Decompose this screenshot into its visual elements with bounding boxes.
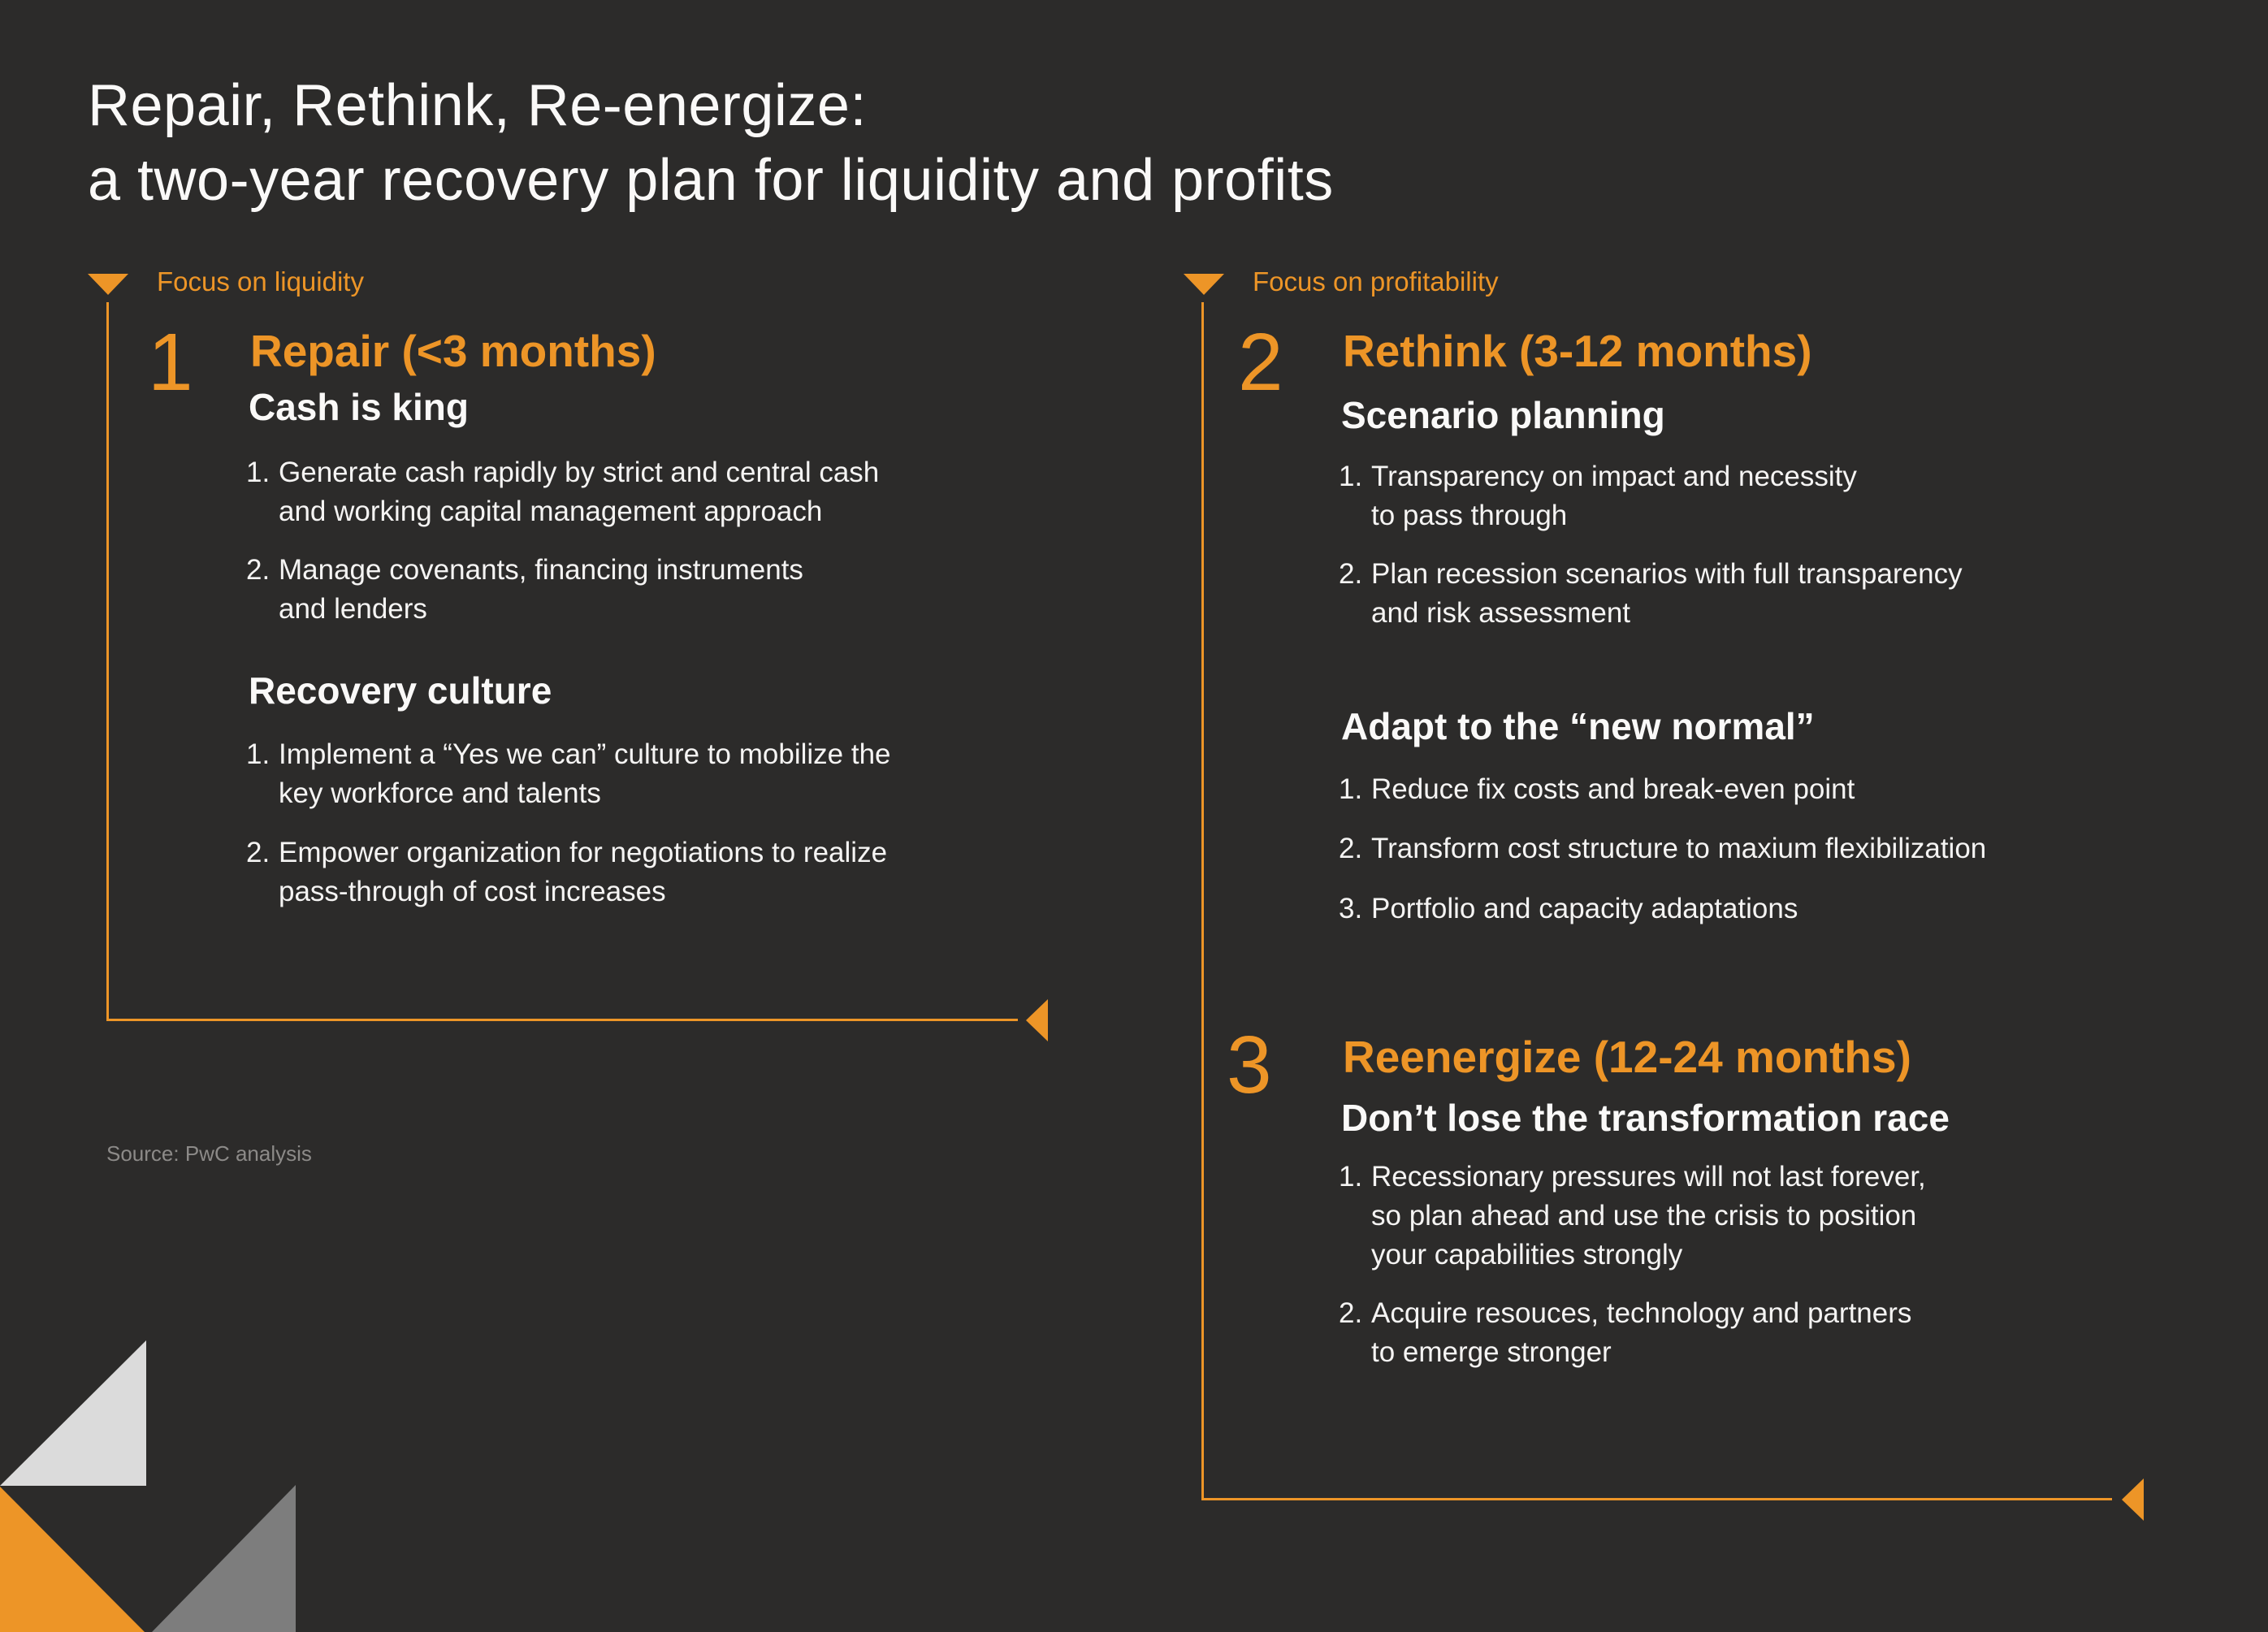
list-item bbox=[246, 551, 803, 629]
list-item bbox=[1339, 1158, 1926, 1275]
list-item-marker: 3. bbox=[1339, 893, 1363, 924]
list-item bbox=[246, 833, 887, 911]
list-item-line: pass-through of cost increases bbox=[279, 876, 666, 907]
decor-triangle-gray-icon bbox=[152, 1485, 296, 1632]
bracket-line-left-vertical bbox=[106, 302, 109, 1021]
slide-title bbox=[88, 68, 1334, 218]
list-item-marker: 2. bbox=[1339, 833, 1363, 864]
list-item-line: Empower organization for negotiations to realize bbox=[279, 837, 888, 868]
list-item-marker: 2. bbox=[246, 837, 271, 868]
list-item-marker: 1. bbox=[246, 738, 271, 770]
list-item-line: Manage covenants, financing instruments bbox=[279, 554, 803, 586]
list-item-line: Recessionary pressures will not last forever, bbox=[1371, 1161, 1926, 1193]
bracket-arrow-right-icon bbox=[2122, 1478, 2144, 1521]
list-item-line: key workforce and talents bbox=[279, 777, 601, 809]
list-item-line: Implement a “Yes we can” culture to mobilize the bbox=[279, 738, 891, 770]
list-item bbox=[1339, 890, 1798, 929]
list-item-marker: 1. bbox=[1339, 461, 1363, 492]
focus-profitability-label: Focus on profitability bbox=[1253, 266, 1499, 297]
focus-profitability-triangle-icon bbox=[1184, 274, 1224, 295]
list-item-line: Reduce fix costs and break-even point bbox=[1371, 773, 1855, 805]
list-item-line: to emerge stronger bbox=[1371, 1336, 1612, 1368]
bracket-line-right-horizontal bbox=[1201, 1498, 2112, 1500]
list-item-line: so plan ahead and use the crisis to position bbox=[1371, 1200, 1917, 1232]
subheading-scenario-planning: Scenario planning bbox=[1341, 394, 1665, 436]
list-item-marker: 2. bbox=[1339, 1297, 1363, 1329]
phase-2-heading: Rethink (3-12 months) bbox=[1343, 326, 1812, 376]
bracket-line-right-vertical bbox=[1201, 302, 1204, 1500]
list-item-line: Acquire resouces, technology and partners bbox=[1371, 1297, 1912, 1329]
slide-title-line-2: a two-year recovery plan for liquidity and profits bbox=[88, 148, 1334, 213]
list-item-line: to pass through bbox=[1371, 500, 1568, 531]
list-item bbox=[246, 453, 879, 531]
list-item bbox=[1339, 1294, 1911, 1372]
list-item bbox=[1339, 457, 1857, 535]
list-item-line: Transform cost structure to maxium flexibilization bbox=[1371, 833, 1987, 864]
subheading-adapt-new-normal: Adapt to the “new normal” bbox=[1341, 705, 1815, 747]
list-item-line: and risk assessment bbox=[1371, 597, 1631, 629]
decor-triangle-light-icon bbox=[0, 1340, 146, 1486]
list-item-line: Plan recession scenarios with full transparency bbox=[1371, 558, 1963, 590]
decor-triangle-orange-icon bbox=[0, 1487, 145, 1632]
phase-3-number: 3 bbox=[1227, 1019, 1272, 1110]
bracket-arrow-left-icon bbox=[1026, 999, 1048, 1041]
list-item-marker: 1. bbox=[246, 457, 271, 488]
list-item-line: and lenders bbox=[279, 593, 427, 625]
list-item-line: Portfolio and capacity adaptations bbox=[1371, 893, 1798, 924]
list-item bbox=[1339, 770, 1855, 809]
phase-1-heading: Repair (<3 months) bbox=[250, 326, 656, 376]
phase-1-number: 1 bbox=[148, 317, 193, 408]
bracket-line-left-horizontal bbox=[106, 1019, 1018, 1021]
list-item bbox=[246, 735, 891, 813]
phase-2-number: 2 bbox=[1238, 317, 1283, 408]
list-item-marker: 1. bbox=[1339, 1161, 1363, 1193]
subheading-transformation-race: Don’t lose the transformation race bbox=[1341, 1097, 1950, 1139]
list-item-line: Generate cash rapidly by strict and central cash bbox=[279, 457, 880, 488]
list-item bbox=[1339, 555, 1963, 633]
list-item bbox=[1339, 829, 1986, 868]
list-item-line: Transparency on impact and necessity bbox=[1371, 461, 1857, 492]
focus-liquidity-label: Focus on liquidity bbox=[157, 266, 364, 297]
source-note: Source: PwC analysis bbox=[106, 1141, 312, 1166]
slide-title-line-1: Repair, Rethink, Re-energize: bbox=[88, 73, 867, 138]
list-item-line: your capabilities strongly bbox=[1371, 1239, 1683, 1271]
subheading-cash-is-king: Cash is king bbox=[249, 386, 469, 428]
phase-3-heading: Reenergize (12-24 months) bbox=[1343, 1032, 1911, 1082]
list-item-marker: 1. bbox=[1339, 773, 1363, 805]
subheading-recovery-culture: Recovery culture bbox=[249, 669, 552, 712]
focus-liquidity-triangle-icon bbox=[88, 274, 128, 295]
list-item-marker: 2. bbox=[246, 554, 271, 586]
list-item-marker: 2. bbox=[1339, 558, 1363, 590]
list-item-line: and working capital management approach bbox=[279, 496, 823, 527]
